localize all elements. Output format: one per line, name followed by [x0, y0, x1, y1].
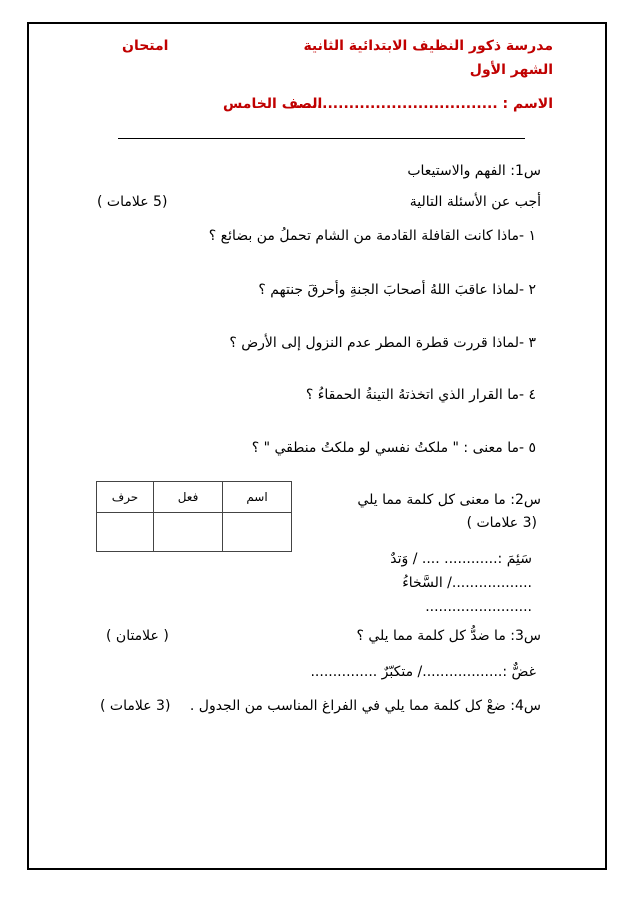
q2-line-3: ........................: [425, 599, 532, 615]
q2-marks: (3 علامات ): [466, 515, 537, 531]
q1-item-2: ٢ -لماذا عاقبَ اللهُ أصحابَ الجنةِ وأحرقَ جنتهم ؟: [258, 282, 536, 298]
table-cell-harf[interactable]: [97, 513, 154, 552]
name-field[interactable]: الاسم : ......................................: [295, 96, 553, 112]
exam-label: امتحان: [122, 38, 169, 54]
q1-title: س1: الفهم والاستيعاب: [407, 163, 541, 179]
school-name: مدرسة ذكور النظيف الابتدائية الثانية: [303, 38, 553, 54]
q1-item-5: ٥ -ما معنى : " ملكتُ نفسي لو ملكتُ منطقي " ؟: [251, 440, 536, 456]
table-header-ism: اسم: [223, 482, 292, 513]
q1-item-4: ٤ -ما القرار الذي اتخذتهُ التينةُ الحمقاءُ ؟: [305, 387, 536, 403]
q3-line: غضٌّ :................../ متكبّرٌ ...............: [310, 664, 536, 680]
word-type-table: [96, 481, 292, 552]
q3-title: س3: ما ضدُّ كل كلمة مما يلي ؟: [356, 628, 541, 644]
month-label: الشهر الأول: [469, 62, 553, 78]
table-cell-fiel[interactable]: [154, 513, 223, 552]
table-header-fiel: فعل: [154, 482, 223, 513]
table-header-harf: حرف: [97, 482, 154, 513]
q4-title: س4: ضعْ كل كلمة مما يلي في الفراغ المناسب من الجدول .: [189, 698, 541, 714]
q1-marks: (5 علامات ): [97, 194, 168, 210]
header-divider: [118, 138, 525, 139]
q1-instruction: أجب عن الأسئلة التالية: [409, 194, 541, 210]
q1-item-1: ١ -ماذا كانت القافلة القادمة من الشام تحملُ من بضائع ؟: [208, 228, 536, 244]
q2-line-2: ................../ السَّخاءُ: [402, 575, 532, 591]
q3-marks: ( علامتان ): [106, 628, 169, 644]
table-cell-ism[interactable]: [223, 513, 292, 552]
grade-label: الصف الخامس: [223, 96, 323, 112]
q4-marks: (3 علامات ): [100, 698, 171, 714]
q2-title: س2: ما معنى كل كلمة مما يلي: [357, 492, 541, 508]
q2-line-1: سَئِمَ :............ .... / وَتدٌ: [390, 551, 532, 567]
q1-item-3: ٣ -لماذا قررت قطرة المطر عدم النزول إلى الأرض ؟: [229, 335, 536, 351]
